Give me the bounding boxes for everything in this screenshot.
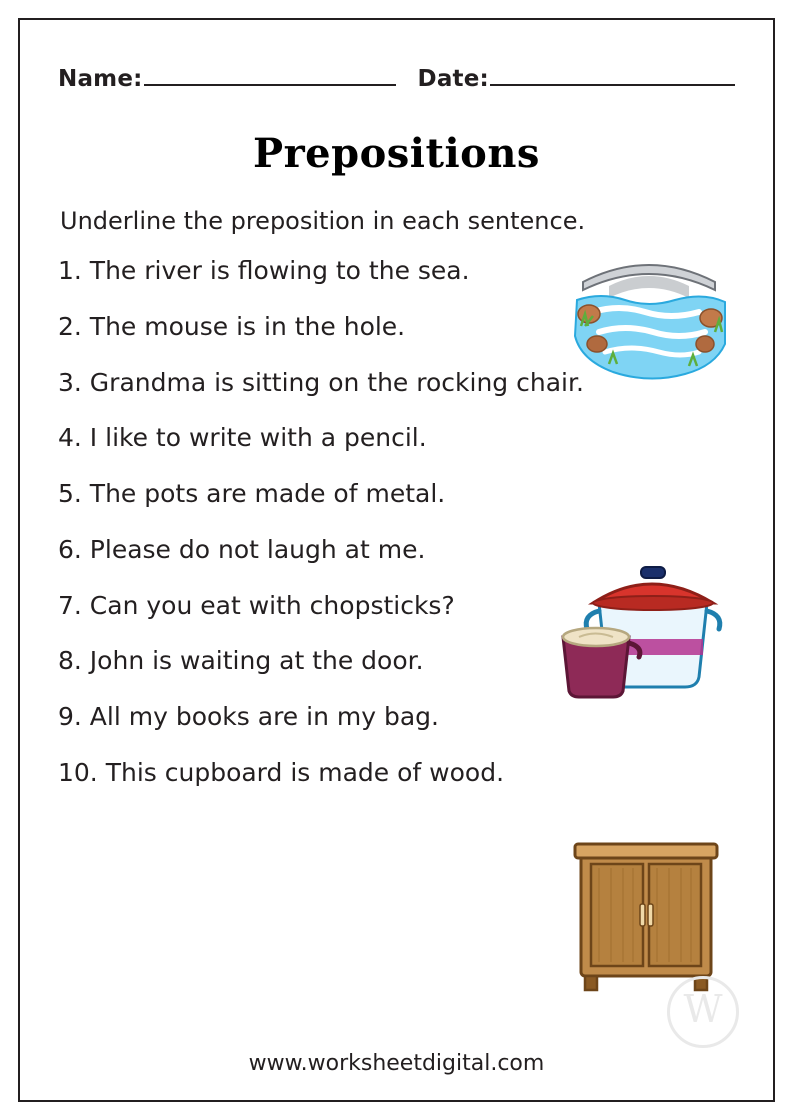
list-item[interactable]: 8. John is waiting at the door. (58, 646, 424, 676)
list-item[interactable]: 7. Can you eat with chopsticks? (58, 590, 455, 620)
name-input-line[interactable] (144, 64, 396, 86)
list-item[interactable]: 6. Please do not laugh at me. (58, 534, 426, 564)
watermark-logo: W (667, 976, 739, 1048)
list-item[interactable]: 2. The mouse is in the hole. (58, 311, 406, 341)
date-label: Date: (417, 66, 489, 92)
page-title: Prepositions (253, 130, 540, 177)
instruction-text: Underline the preposition in each sentence. (60, 207, 586, 235)
worksheet-border (18, 18, 775, 1102)
date-input-line[interactable] (490, 64, 735, 86)
wooden-cupboard-illustration (571, 838, 721, 993)
list-item[interactable]: 5. The pots are made of metal. (58, 479, 446, 508)
list-item[interactable]: 1. The river is flowing to the sea. (58, 256, 470, 285)
list-item[interactable]: 9. All my books are in my bag. (58, 702, 439, 731)
student-info-row (58, 64, 735, 92)
list-item[interactable]: 10. This cupboard is made of wood. (58, 757, 505, 787)
list-item[interactable]: 4. I like to write with a pencil. (58, 423, 427, 453)
name-label: Name: (58, 66, 143, 92)
question-list (58, 257, 735, 788)
list-item[interactable]: 3. Grandma is sitting on the rocking chair. (58, 367, 584, 397)
footer-url[interactable]: www.worksheetdigital.com (248, 1051, 545, 1076)
